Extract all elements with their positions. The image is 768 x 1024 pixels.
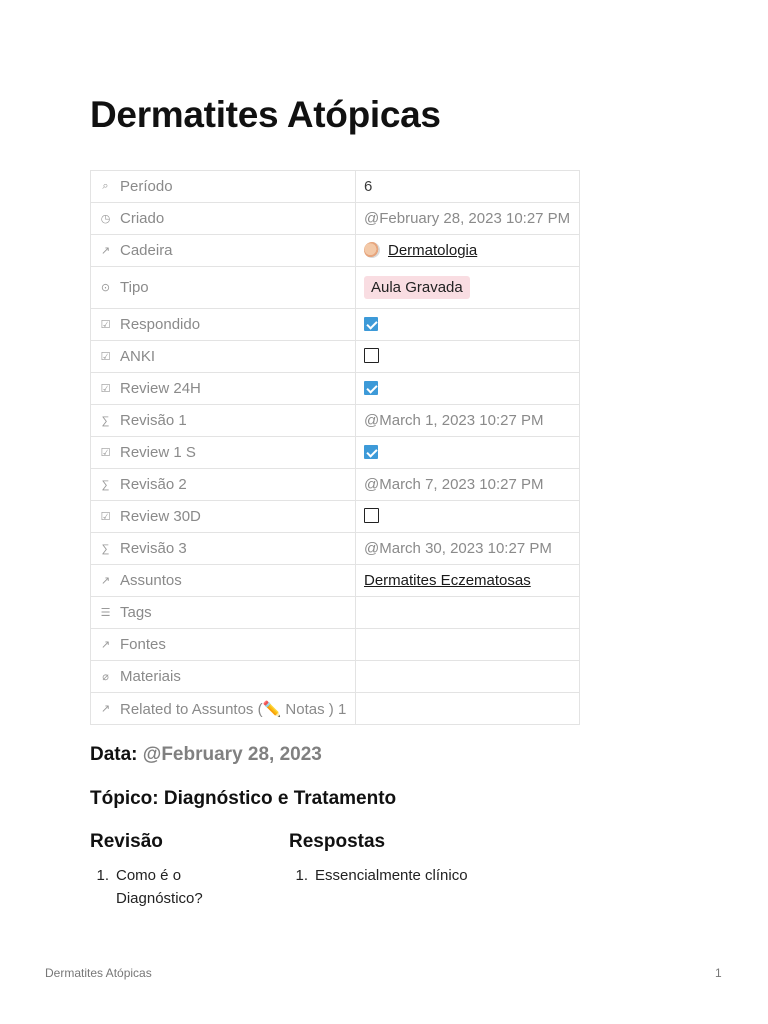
property-value-cell[interactable] xyxy=(356,341,580,373)
property-value-cell[interactable] xyxy=(356,405,580,437)
property-key-cell[interactable] xyxy=(91,405,356,437)
checkbox-icon: ☑ xyxy=(100,351,111,363)
relation-link[interactable]: Dermatites Eczematosas xyxy=(364,572,531,589)
property-value-cell[interactable] xyxy=(356,373,580,405)
property-label: Período xyxy=(120,178,173,195)
property-value-cell[interactable] xyxy=(356,203,580,235)
property-key-cell[interactable] xyxy=(91,501,356,533)
property-label: Materiais xyxy=(120,668,181,685)
property-label: Review 1 S xyxy=(120,444,196,461)
date-value: @March 7, 2023 10:27 PM xyxy=(364,476,544,493)
property-row xyxy=(91,171,580,203)
checkbox-icon: ☑ xyxy=(100,319,111,331)
select-icon: ⊙ xyxy=(100,282,111,294)
checked-checkbox[interactable] xyxy=(364,445,378,459)
property-row xyxy=(91,597,580,629)
property-key-cell[interactable] xyxy=(91,437,356,469)
date-value: @March 1, 2023 10:27 PM xyxy=(364,412,544,429)
page-title: Dermatites Atópicas xyxy=(90,94,441,135)
property-row xyxy=(91,661,580,693)
list-item-text: Essencialmente clínico xyxy=(315,867,468,884)
relation-arrow-icon: ↗ xyxy=(100,703,111,715)
property-row xyxy=(91,533,580,565)
list-number: 1. xyxy=(96,867,109,884)
unchecked-checkbox[interactable] xyxy=(364,348,379,363)
property-label: Fontes xyxy=(120,636,166,653)
property-label: Cadeira xyxy=(120,242,173,259)
list-item-text xyxy=(116,864,203,910)
footer-page-number: 1 xyxy=(715,966,722,980)
property-key-cell[interactable] xyxy=(91,469,356,501)
checkbox-icon: ☑ xyxy=(100,447,111,459)
property-row xyxy=(91,469,580,501)
select-tag[interactable]: Aula Gravada xyxy=(364,276,470,299)
list-item xyxy=(289,864,589,887)
property-label: Related to Assuntos (✏️ Notas ) 1 xyxy=(120,700,347,718)
property-row xyxy=(91,267,580,309)
list-item-line: Diagnóstico? xyxy=(116,890,203,907)
property-label: Tipo xyxy=(120,279,149,296)
property-value-cell[interactable] xyxy=(356,693,580,725)
property-value-cell[interactable] xyxy=(356,469,580,501)
property-value-cell[interactable] xyxy=(356,437,580,469)
checked-checkbox[interactable] xyxy=(364,317,378,331)
checkbox-icon: ☑ xyxy=(100,383,111,395)
property-key-cell[interactable] xyxy=(91,533,356,565)
property-label: Revisão 2 xyxy=(120,476,187,493)
list-number: 1. xyxy=(295,867,308,884)
property-key-cell[interactable] xyxy=(91,203,356,235)
property-value-cell[interactable] xyxy=(356,629,580,661)
property-label: Respondido xyxy=(120,316,201,333)
property-key-cell[interactable] xyxy=(91,309,356,341)
formula-icon: ∑ xyxy=(101,478,110,491)
property-value-cell[interactable] xyxy=(356,171,580,203)
property-value-cell[interactable] xyxy=(356,597,580,629)
relation-arrow-icon: ↗ xyxy=(100,575,111,587)
property-row xyxy=(91,341,580,373)
property-key-cell[interactable] xyxy=(91,267,356,309)
paperclip-icon: ⌀ xyxy=(102,671,109,683)
property-key-cell[interactable] xyxy=(91,235,356,267)
property-key-cell[interactable] xyxy=(91,597,356,629)
formula-icon: ∑ xyxy=(101,414,110,427)
property-label: Review 30D xyxy=(120,508,201,525)
property-value-cell[interactable] xyxy=(356,309,580,341)
revisao-heading: Revisão xyxy=(90,831,163,852)
respostas-list xyxy=(289,864,589,887)
property-key-cell[interactable] xyxy=(91,171,356,203)
formula-icon: ∑ xyxy=(101,542,110,555)
page-link[interactable]: Dermatologia xyxy=(388,242,478,259)
property-label: ANKI xyxy=(120,348,156,365)
property-value-cell[interactable] xyxy=(356,235,580,267)
property-key-cell[interactable] xyxy=(91,341,356,373)
property-row xyxy=(91,203,580,235)
property-key-cell[interactable] xyxy=(91,661,356,693)
property-row xyxy=(91,405,580,437)
property-key-cell[interactable] xyxy=(91,565,356,597)
checked-checkbox[interactable] xyxy=(364,381,378,395)
clock-icon: ◷ xyxy=(100,213,111,225)
property-row xyxy=(91,373,580,405)
property-label: Revisão 3 xyxy=(120,540,187,557)
list-icon: ☰ xyxy=(100,607,111,619)
properties-table xyxy=(90,170,580,725)
relation-arrow-icon: ↗ xyxy=(100,245,111,257)
data-line xyxy=(90,744,322,766)
date-value: @February 28, 2023 10:27 PM xyxy=(364,210,571,227)
respostas-heading: Respostas xyxy=(289,831,386,852)
property-value-cell[interactable] xyxy=(356,661,580,693)
property-value-cell[interactable] xyxy=(356,533,580,565)
property-row xyxy=(91,235,580,267)
property-row xyxy=(91,693,580,725)
revisao-list xyxy=(90,864,270,910)
property-label: Criado xyxy=(120,210,165,227)
property-row xyxy=(91,565,580,597)
property-label: Revisão 1 xyxy=(120,412,187,429)
date-value: @March 30, 2023 10:27 PM xyxy=(364,540,552,557)
relation-arrow-icon: ↗ xyxy=(100,639,111,651)
unchecked-checkbox[interactable] xyxy=(364,508,379,523)
property-value: 6 xyxy=(364,178,373,195)
property-key-cell[interactable] xyxy=(91,629,356,661)
property-label: Review 24H xyxy=(120,380,201,397)
property-label: Tags xyxy=(120,604,152,621)
property-value-cell[interactable] xyxy=(356,267,580,309)
data-label: Data: xyxy=(90,744,138,765)
list-item xyxy=(90,864,270,910)
property-key-cell[interactable] xyxy=(91,373,356,405)
list-item-line: Como é o xyxy=(116,867,182,884)
topic-heading: Tópico: Diagnóstico e Tratamento xyxy=(90,788,397,809)
search-icon: ⌕ xyxy=(102,180,109,192)
property-row xyxy=(91,501,580,533)
property-label: Assuntos xyxy=(120,572,182,589)
property-row xyxy=(91,309,580,341)
property-key-cell[interactable] xyxy=(91,693,356,725)
property-row xyxy=(91,437,580,469)
page-emoji-icon xyxy=(364,242,380,258)
property-value-cell[interactable] xyxy=(356,501,580,533)
data-date[interactable]: @February 28, 2023 xyxy=(142,744,322,765)
property-row xyxy=(91,629,580,661)
checkbox-icon: ☑ xyxy=(100,511,111,523)
footer-title: Dermatites Atópicas xyxy=(45,966,152,980)
property-value-cell[interactable] xyxy=(356,565,580,597)
